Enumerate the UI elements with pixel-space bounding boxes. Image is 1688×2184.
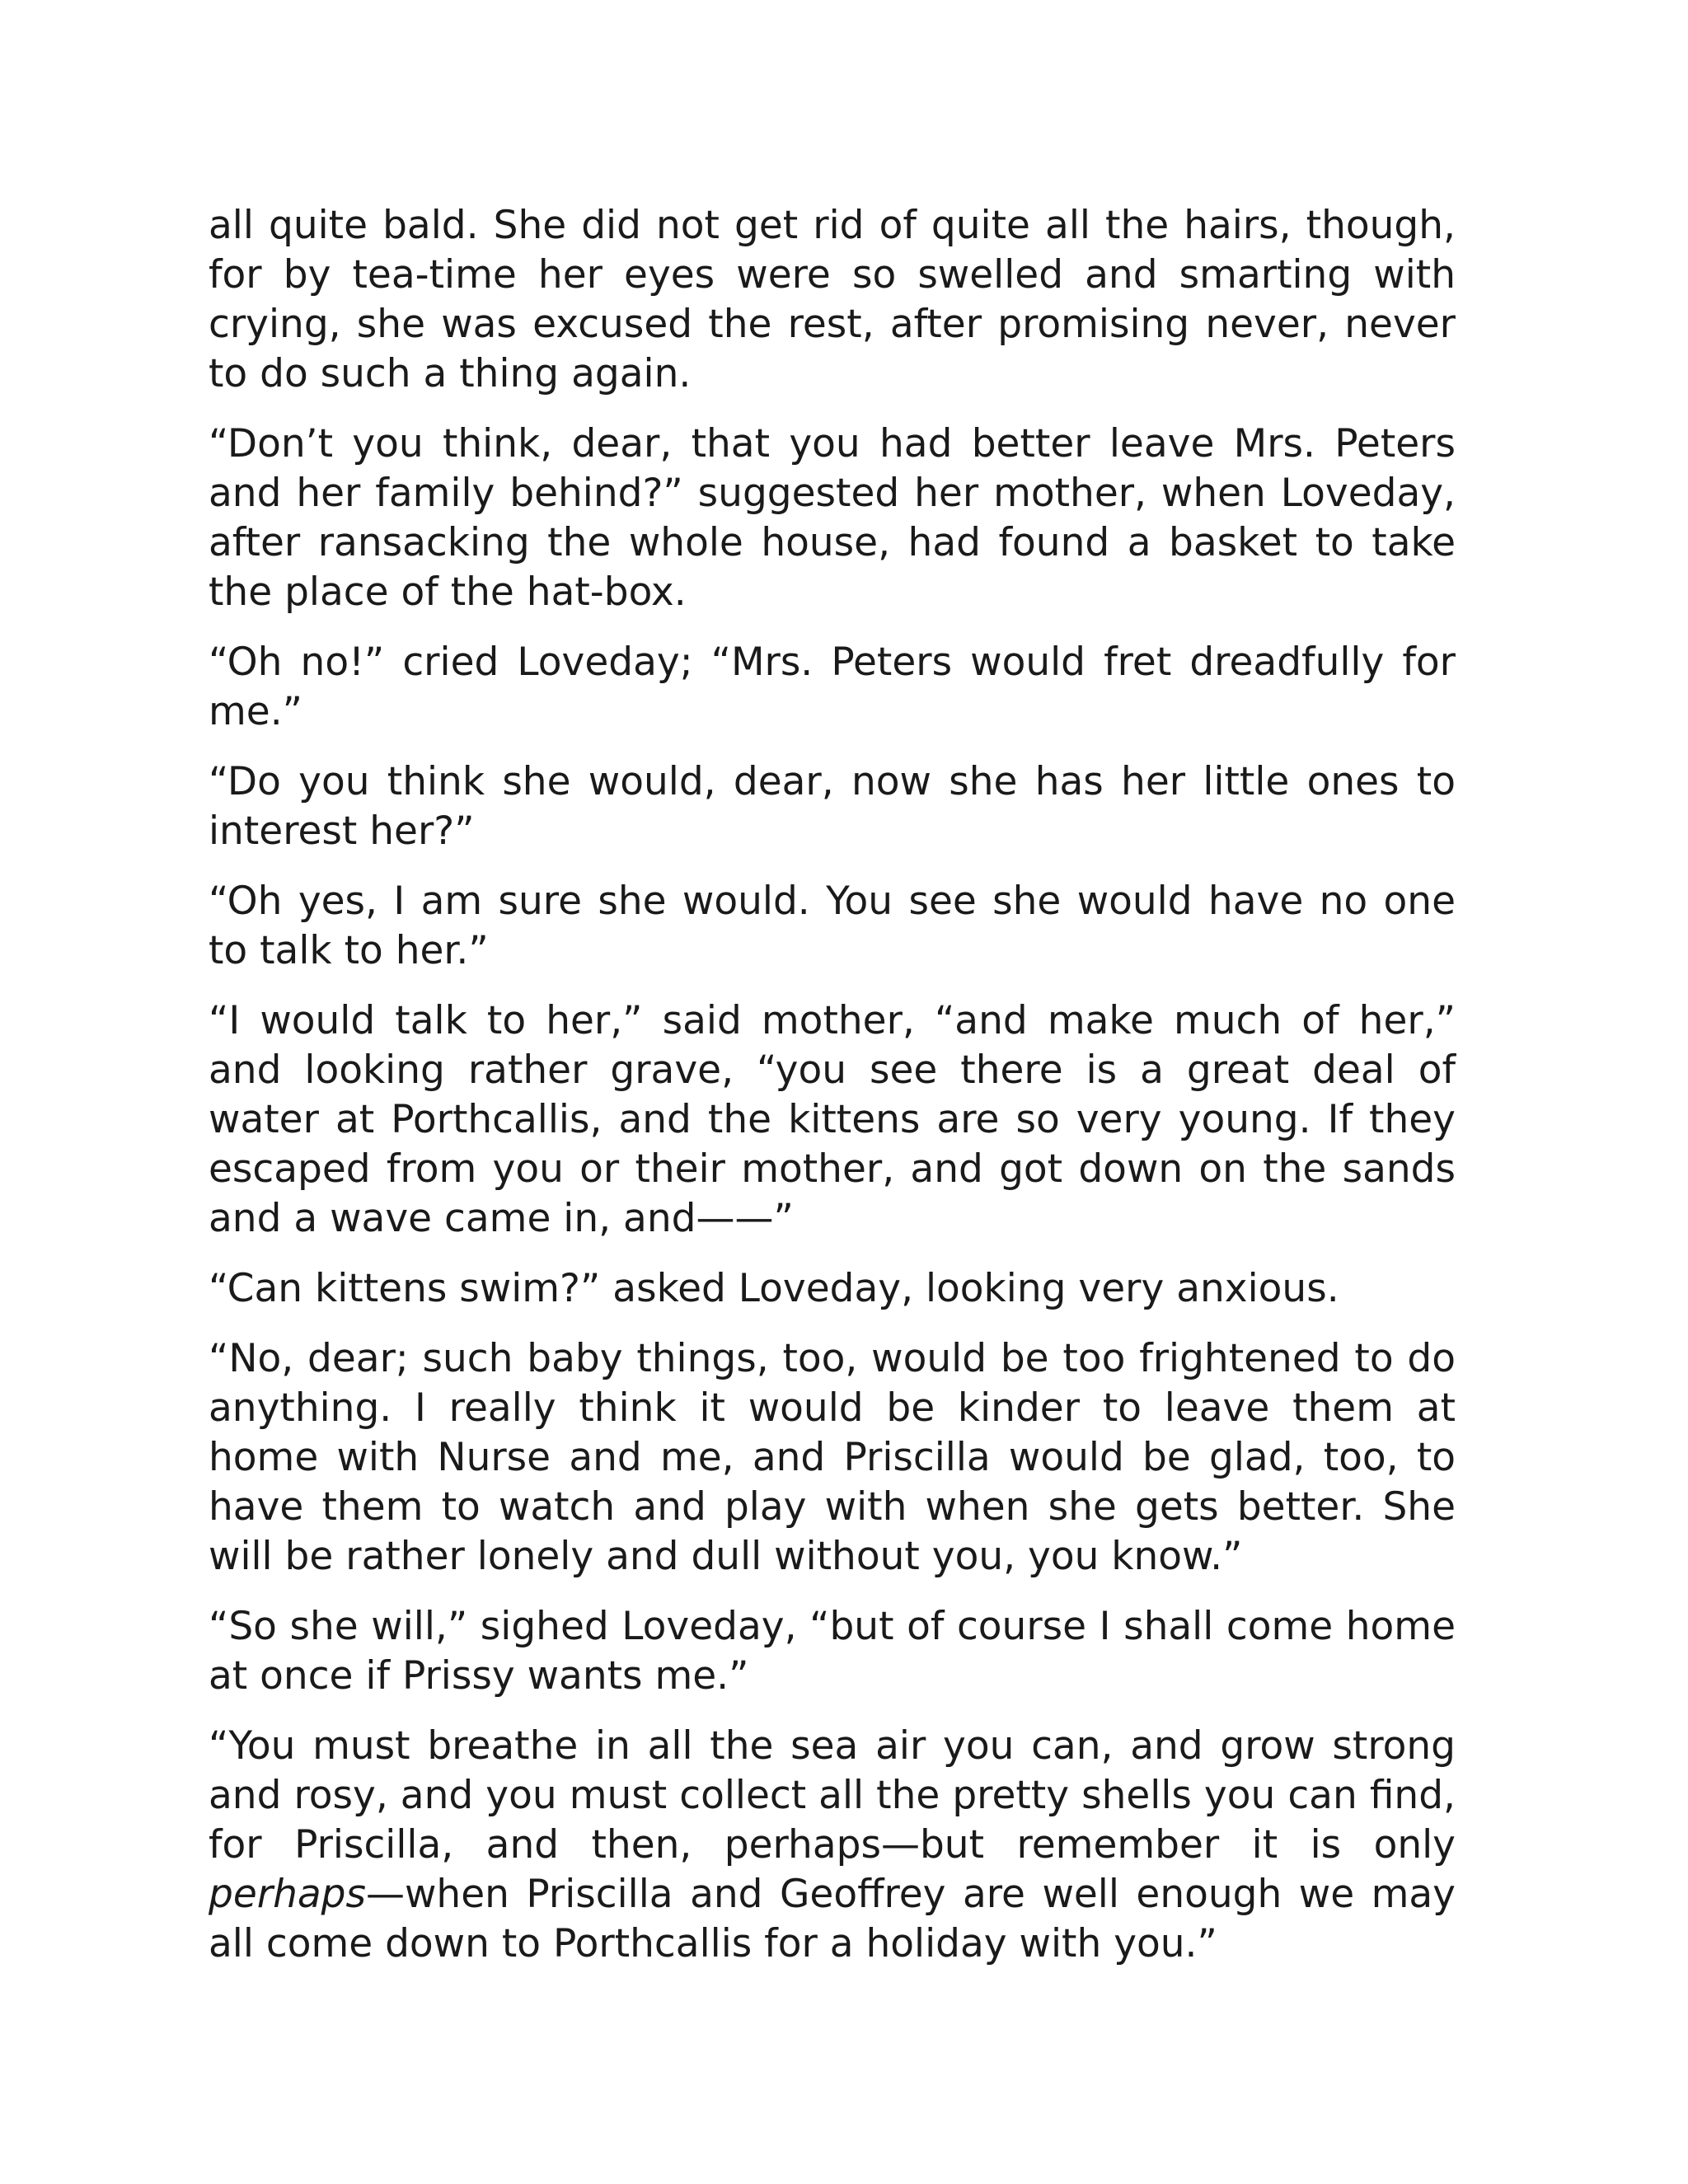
- paragraph: [209, 419, 1456, 617]
- emphasized-word: perhaps: [209, 1872, 366, 1917]
- paragraph-text: “No, dear; such baby things, too, would be too frightened to do anything. I really think it would be kinder to leave them at home with Nurse and me, and Priscilla would be glad, too, to have them to watch and play with when she gets better. She will be rather lonely and dull without you, you know.”: [209, 1336, 1456, 1579]
- paragraph: [209, 996, 1456, 1244]
- paragraph-text: “You must breathe in all the sea air you can, and grow strong and rosy, and you must collect all the pretty shells you can find, for Priscilla, and then, perhaps—but remember it is only: [209, 1723, 1456, 1868]
- paragraph: [209, 1264, 1456, 1314]
- paragraph-text: “Don’t you think, dear, that you had better leave Mrs. Peters and her family behind?” suggested her mother, when Loveday, after ransacking the whole house, had found a basket to take the place of the hat-box.: [209, 421, 1456, 615]
- paragraph: [209, 757, 1456, 856]
- paragraph-text: “So she will,” sighed Loveday, “but of course I shall come home at once if Prissy wants me.”: [209, 1604, 1456, 1699]
- paragraph-text-continued: —when Priscilla and Geoffrey are well enough we may all come down to Porthcallis for a holiday with you.”: [209, 1872, 1456, 1966]
- paragraph: [209, 1602, 1456, 1701]
- paragraph-text: “Do you think she would, dear, now she has her little ones to interest her?”: [209, 759, 1456, 854]
- paragraph-text: “Can kittens swim?” asked Loveday, looking very anxious.: [209, 1266, 1339, 1311]
- paragraph-text: “Oh no!” cried Loveday; “Mrs. Peters would fret dreadfully for me.”: [209, 640, 1456, 734]
- paragraph: [209, 201, 1456, 399]
- paragraph-text: all quite bald. She did not get rid of quite all the hairs, though, for by tea-time her eyes were so swelled and smarting with crying, she was excused the rest, after promising never, never to do such a thing again.: [209, 203, 1456, 396]
- paragraph: [209, 1334, 1456, 1582]
- paragraph: [209, 1722, 1456, 1969]
- paragraph: [209, 877, 1456, 976]
- text-column: [209, 201, 1456, 1990]
- paragraph: [209, 638, 1456, 737]
- paragraph-text: “Oh yes, I am sure she would. You see she would have no one to talk to her.”: [209, 879, 1456, 973]
- paragraph-text: “I would talk to her,” said mother, “and make much of her,” and looking rather grave, “you see there is a great deal of water at Porthcallis, and the kittens are so very young. If they escaped from you or their mother, and got down on the sands and a wave came in, and——”: [209, 998, 1456, 1241]
